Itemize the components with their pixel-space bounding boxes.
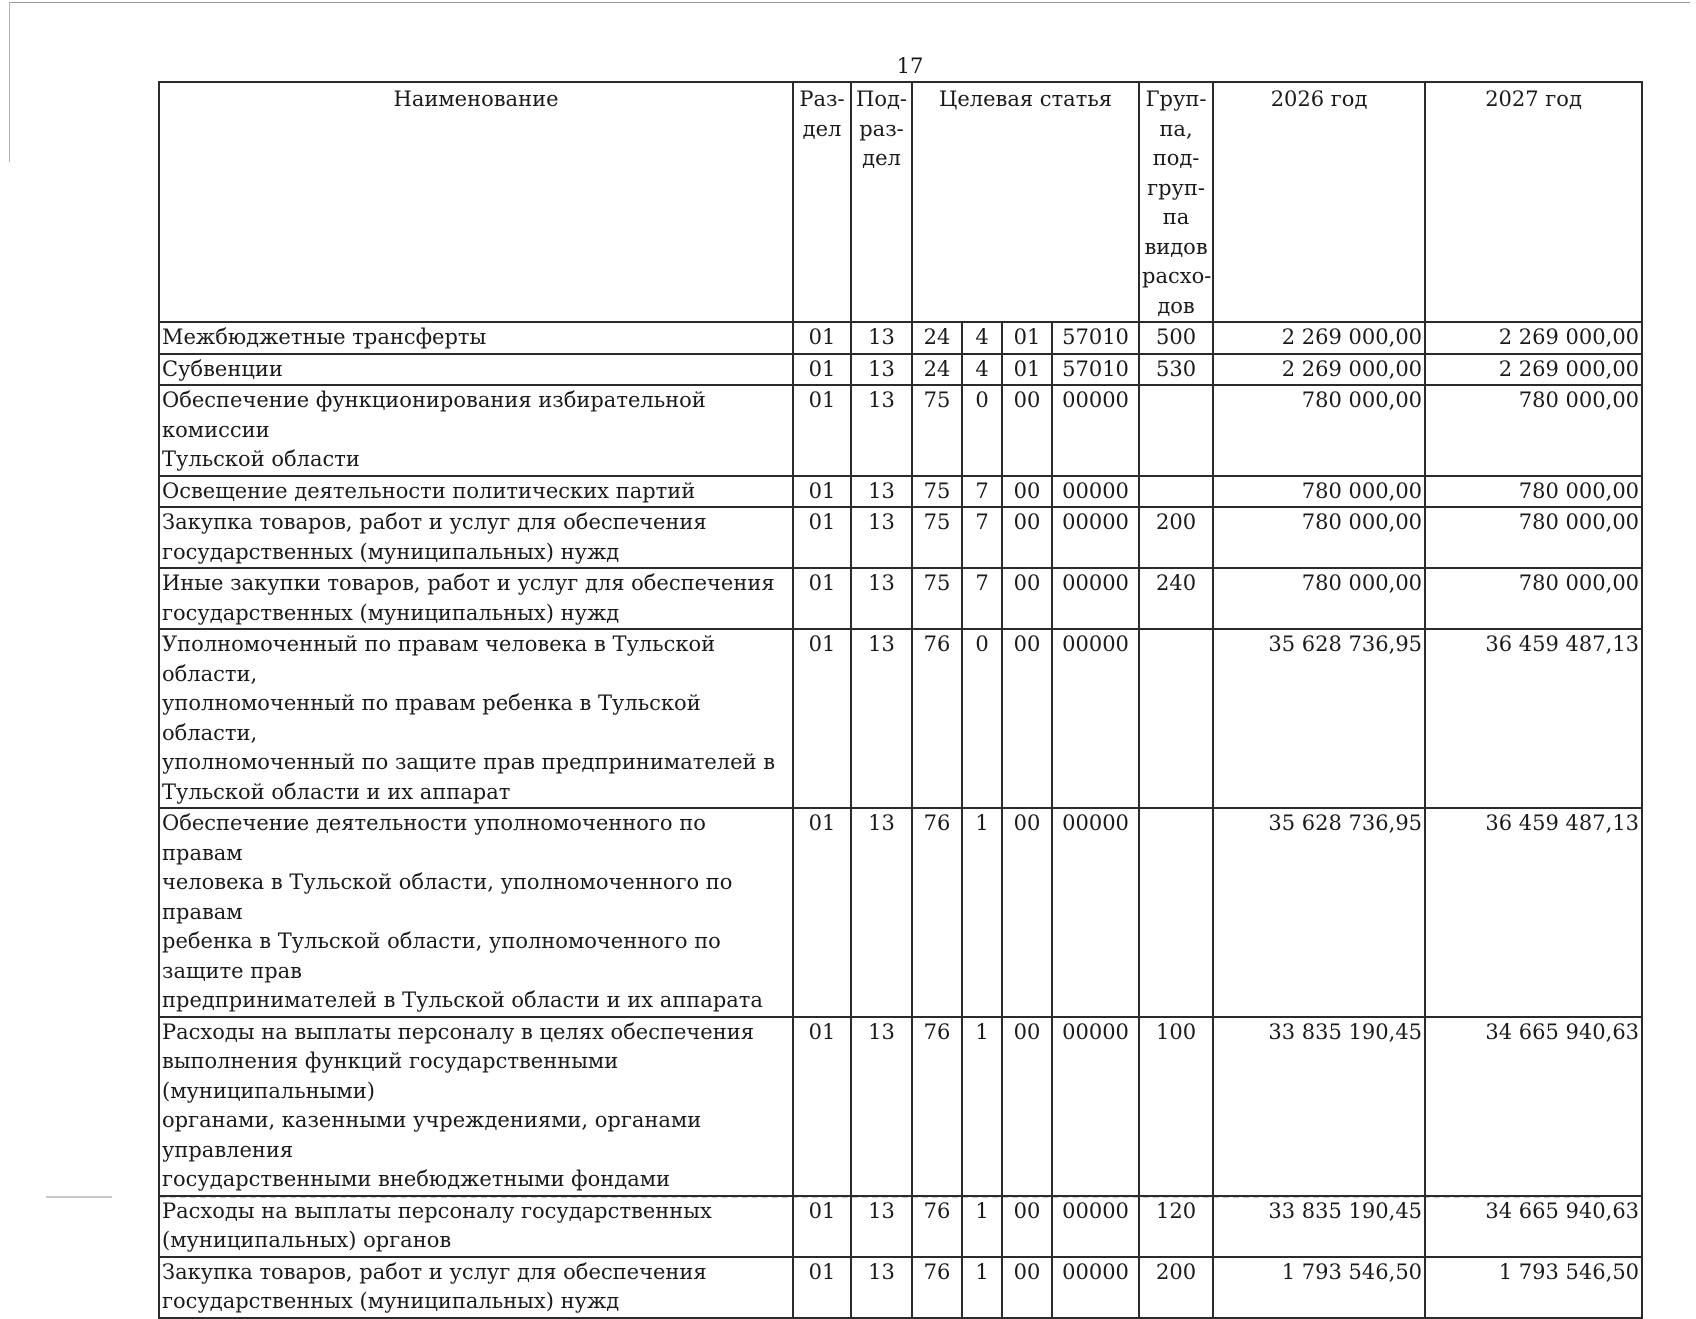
- budget-table: [158, 81, 1643, 1319]
- row-amount-2026: 1 793 546,50: [1213, 1257, 1425, 1318]
- row-expense-group: [1139, 385, 1213, 476]
- row-target-direction: 57010: [1052, 354, 1139, 386]
- row-amount-2026: 780 000,00: [1213, 568, 1425, 629]
- row-target-subprogram: 4: [962, 354, 1002, 386]
- row-amount-2027: 34 665 940,63: [1425, 1196, 1642, 1257]
- header-target-article: Целевая статья: [912, 82, 1139, 322]
- row-target-program: 75: [912, 507, 962, 568]
- row-name: Расходы на выплаты персоналу государственных (муниципальных) органов: [159, 1196, 793, 1257]
- scan-border-top: [10, 2, 1690, 3]
- row-podrazdel: 13: [851, 568, 912, 629]
- row-amount-2027: 2 269 000,00: [1425, 354, 1642, 386]
- row-expense-group: 100: [1139, 1017, 1213, 1196]
- row-target-direction: 57010: [1052, 322, 1139, 354]
- row-target-subprogram: 1: [962, 1017, 1002, 1196]
- row-target-direction: 00000: [1052, 629, 1139, 808]
- table-row: [159, 1257, 1642, 1318]
- row-target-direction: 00000: [1052, 1257, 1139, 1318]
- table-row: [159, 507, 1642, 568]
- row-amount-2027: 1 793 546,50: [1425, 1257, 1642, 1318]
- table-row: [159, 322, 1642, 354]
- row-target-direction: 00000: [1052, 568, 1139, 629]
- row-amount-2027: 34 665 940,63: [1425, 1017, 1642, 1196]
- table-row: [159, 1017, 1642, 1196]
- row-podrazdel: 13: [851, 385, 912, 476]
- row-target-program: 75: [912, 385, 962, 476]
- row-razdel: 01: [793, 568, 851, 629]
- table-row: [159, 1196, 1642, 1257]
- row-razdel: 01: [793, 385, 851, 476]
- row-target-subprogram: 7: [962, 476, 1002, 508]
- row-razdel: 01: [793, 808, 851, 1017]
- row-amount-2026: 33 835 190,45: [1213, 1196, 1425, 1257]
- row-expense-group: [1139, 808, 1213, 1017]
- row-amount-2026: 2 269 000,00: [1213, 322, 1425, 354]
- row-amount-2026: 35 628 736,95: [1213, 629, 1425, 808]
- row-target-program: 24: [912, 354, 962, 386]
- row-name: Уполномоченный по правам человека в Тульской области, уполномоченный по правам ребенка в Тульской области, уполномоченный по защите прав предпринимателей в Тульской области и их аппарат: [159, 629, 793, 808]
- row-expense-group: [1139, 629, 1213, 808]
- row-amount-2026: 33 835 190,45: [1213, 1017, 1425, 1196]
- row-podrazdel: 13: [851, 507, 912, 568]
- header-year-2026: 2026 год: [1213, 82, 1425, 322]
- table-row: [159, 354, 1642, 386]
- header-year-2027: 2027 год: [1425, 82, 1642, 322]
- header-razdel: Раз- дел: [793, 82, 851, 322]
- row-podrazdel: 13: [851, 808, 912, 1017]
- row-razdel: 01: [793, 1196, 851, 1257]
- table-row: [159, 385, 1642, 476]
- row-target-event: 00: [1002, 568, 1052, 629]
- row-target-program: 76: [912, 808, 962, 1017]
- row-target-direction: 00000: [1052, 476, 1139, 508]
- row-amount-2026: 2 269 000,00: [1213, 354, 1425, 386]
- row-target-program: 75: [912, 568, 962, 629]
- page-number: 17: [896, 54, 924, 78]
- row-target-subprogram: 7: [962, 507, 1002, 568]
- row-target-program: 76: [912, 1196, 962, 1257]
- row-target-direction: 00000: [1052, 385, 1139, 476]
- table-row: [159, 808, 1642, 1017]
- scan-border-bottom-left: [46, 1196, 112, 1198]
- row-amount-2027: 36 459 487,13: [1425, 629, 1642, 808]
- row-podrazdel: 13: [851, 1017, 912, 1196]
- row-amount-2027: 780 000,00: [1425, 476, 1642, 508]
- row-target-subprogram: 0: [962, 629, 1002, 808]
- table-row: [159, 568, 1642, 629]
- header-podrazdel: Под- раз- дел: [851, 82, 912, 322]
- row-target-subprogram: 4: [962, 322, 1002, 354]
- row-name: Закупка товаров, работ и услуг для обеспечения государственных (муниципальных) нужд: [159, 1257, 793, 1318]
- row-expense-group: 200: [1139, 1257, 1213, 1318]
- row-amount-2026: 780 000,00: [1213, 507, 1425, 568]
- row-target-event: 00: [1002, 385, 1052, 476]
- row-target-event: 00: [1002, 808, 1052, 1017]
- row-razdel: 01: [793, 354, 851, 386]
- table-header-row: [159, 82, 1642, 322]
- row-expense-group: 200: [1139, 507, 1213, 568]
- row-name: Обеспечение деятельности уполномоченного по правам человека в Тульской области, уполномоченного по правам ребенка в Тульской области, уполномоченного по защите прав предпринимателей в Тульской области и их аппарата: [159, 808, 793, 1017]
- row-target-subprogram: 0: [962, 385, 1002, 476]
- row-target-event: 00: [1002, 1017, 1052, 1196]
- row-target-direction: 00000: [1052, 808, 1139, 1017]
- row-razdel: 01: [793, 476, 851, 508]
- row-target-event: 00: [1002, 1196, 1052, 1257]
- row-podrazdel: 13: [851, 476, 912, 508]
- row-expense-group: [1139, 476, 1213, 508]
- row-amount-2026: 780 000,00: [1213, 385, 1425, 476]
- row-razdel: 01: [793, 1257, 851, 1318]
- row-name: Обеспечение функционирования избирательной комиссии Тульской области: [159, 385, 793, 476]
- header-expense-group: Груп- па, под- груп- па видов расхо- дов: [1139, 82, 1213, 322]
- scan-border-left: [9, 2, 10, 162]
- row-amount-2027: 2 269 000,00: [1425, 322, 1642, 354]
- row-target-event: 00: [1002, 629, 1052, 808]
- row-target-program: 76: [912, 1257, 962, 1318]
- row-podrazdel: 13: [851, 1196, 912, 1257]
- row-amount-2027: 36 459 487,13: [1425, 808, 1642, 1017]
- row-target-program: 76: [912, 1017, 962, 1196]
- header-name: Наименование: [159, 82, 793, 322]
- row-target-subprogram: 1: [962, 1196, 1002, 1257]
- row-target-event: 01: [1002, 354, 1052, 386]
- row-target-subprogram: 7: [962, 568, 1002, 629]
- row-target-program: 76: [912, 629, 962, 808]
- row-razdel: 01: [793, 507, 851, 568]
- table-row: [159, 476, 1642, 508]
- row-expense-group: 120: [1139, 1196, 1213, 1257]
- row-podrazdel: 13: [851, 1257, 912, 1318]
- row-razdel: 01: [793, 629, 851, 808]
- row-expense-group: 530: [1139, 354, 1213, 386]
- row-name: Субвенции: [159, 354, 793, 386]
- row-target-program: 75: [912, 476, 962, 508]
- row-target-direction: 00000: [1052, 1017, 1139, 1196]
- row-target-program: 24: [912, 322, 962, 354]
- row-podrazdel: 13: [851, 354, 912, 386]
- row-name: Закупка товаров, работ и услуг для обеспечения государственных (муниципальных) нужд: [159, 507, 793, 568]
- row-podrazdel: 13: [851, 322, 912, 354]
- row-amount-2026: 35 628 736,95: [1213, 808, 1425, 1017]
- table-row: [159, 629, 1642, 808]
- row-target-subprogram: 1: [962, 1257, 1002, 1318]
- row-razdel: 01: [793, 1017, 851, 1196]
- row-expense-group: 240: [1139, 568, 1213, 629]
- row-target-event: 00: [1002, 507, 1052, 568]
- row-target-direction: 00000: [1052, 1196, 1139, 1257]
- row-target-subprogram: 1: [962, 808, 1002, 1017]
- row-target-event: 01: [1002, 322, 1052, 354]
- row-name: Иные закупки товаров, работ и услуг для обеспечения государственных (муниципальных) нужд: [159, 568, 793, 629]
- row-name: Освещение деятельности политических партий: [159, 476, 793, 508]
- row-amount-2027: 780 000,00: [1425, 568, 1642, 629]
- table-body: [159, 322, 1642, 1318]
- row-razdel: 01: [793, 322, 851, 354]
- row-amount-2026: 780 000,00: [1213, 476, 1425, 508]
- row-podrazdel: 13: [851, 629, 912, 808]
- row-amount-2027: 780 000,00: [1425, 385, 1642, 476]
- row-name: Межбюджетные трансферты: [159, 322, 793, 354]
- row-expense-group: 500: [1139, 322, 1213, 354]
- row-name: Расходы на выплаты персоналу в целях обеспечения выполнения функций государственными (муниципальными) органами, казенными учреждениями, органами управления государственными внебюджетными фондами: [159, 1017, 793, 1196]
- row-target-event: 00: [1002, 476, 1052, 508]
- row-target-direction: 00000: [1052, 507, 1139, 568]
- row-target-event: 00: [1002, 1257, 1052, 1318]
- row-amount-2027: 780 000,00: [1425, 507, 1642, 568]
